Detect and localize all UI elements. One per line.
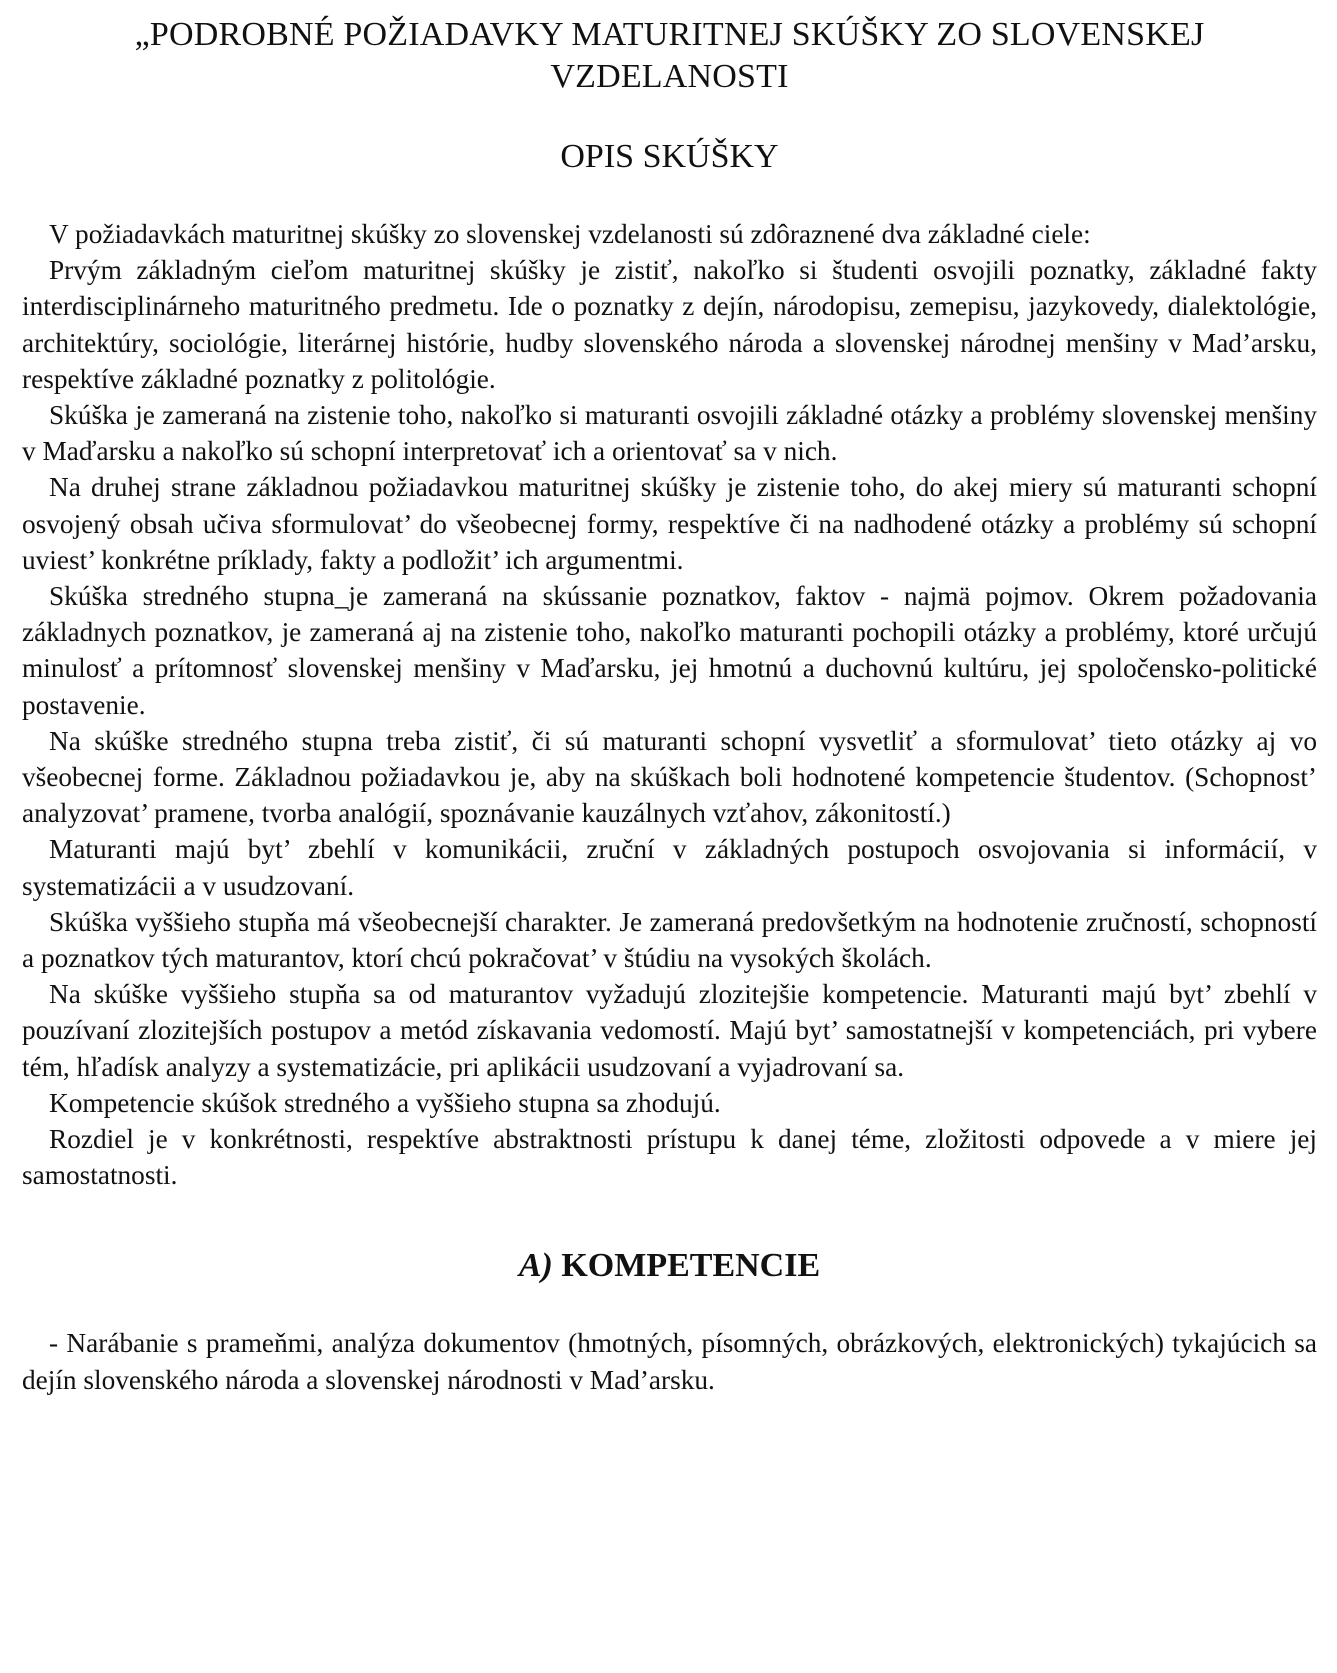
paragraph: Maturanti majú byt’ zbehlí v komunikácii, zruční v základných postupoch osvojovania si informácií, v systematizácii a v usudzovaní. (22, 834, 1317, 901)
section-title: KOMPETENCIE (561, 1247, 821, 1285)
paragraph: Rozdiel je v konkrétnosti, respektíve abstraktnosti prístupu k danej téme, zložitosti odpovede a v miere jej samostatnosti. (22, 1124, 1317, 1191)
paragraph: Skúška vyššieho stupňa má všeobecnejší charakter. Je zameraná predovšetkým na hodnotenie zručností, schopností a poznatkov tých maturantov, ktorí chcú pokračovat’ v štúdiu na vysokých školách. (22, 906, 1317, 974)
document-subtitle: OPIS SKÚŠKY (560, 138, 779, 175)
paragraph: V požiadavkách maturitnej skúšky zo slovenskej vzdelanosti sú zdôraznené dva základné ciele: (49, 219, 1091, 249)
paragraph: Na skúške vyššieho stupňa sa od maturantov vyžadujú zlozitejšie kompetencie. Maturanti majú byt’ zbehlí v pouzívaní zlozitejších postupov a metód získavania vedomostí. Majú byt’ samostatnejší v kompetenciách, pri vybere tém, hľadísk analyzy a systematizácie, pri aplikácii usudzovaní a vyjadrovaní sa. (22, 979, 1317, 1082)
section-heading (22, 1245, 1317, 1287)
paragraph: Na druhej strane základnou požiadavkou maturitnej skúšky je zistenie toho, do akej miery sú maturanti schopní osvojený obsah učiva sformulovat’ do všeobecnej formy, respektíve či na nadhodené otázky a problémy sú schopní uviest’ konkrétne príklady, fakty a podložit’ ich argumentmi. (22, 472, 1317, 575)
paragraph: Na skúške stredného stupna treba zistiť, či sú maturanti schopní vysvetliť a sformulovat’ tieto otázky aj vo všeobecnej forme. Základnou požiadavkou je, aby na skúškach boli hodnotené kompetencie študentov. (Schopnost’ analyzovat’ pramene, tvorba analógií, spoznávanie kauzálnych vzťahov, zákonitostí.) (22, 725, 1317, 829)
paragraph: Skúška stredného stupna_je zameraná na skússanie poznatkov, faktov - najmä pojmov. Okrem požadovania základnych poznatkov, je zameraná aj na zistenie toho, nakoľko maturanti pochopili otázky a problémy, ktoré určujú minulosť a prítomnosť slovenskej menšiny v Maďarsku, jej hmotnú a duchovnú kultúru, jej spoločensko-politické postavenie. (22, 581, 1317, 720)
document-title: „PODROBNÉ POŽIADAVKY MATURITNEJ SKÚŠKY ZO SLOVENSKEJ VZDELANOSTI (134, 16, 1205, 95)
paragraph: Prvým základným cieľom maturitnej skúšky je zistiť, nakoľko si študenti osvojili poznatky, základné fakty interdisciplinárneho maturitného predmetu. Ide o poznatky z dejín, národopisu, zemepisu, jazykovedy, dialektológie, architektúry, sociológie, literárnej histórie, hudby slovenského národa a slovenskej národnej menšiny v Mad’arsku, respektíve základné poznatky z politológie. (22, 255, 1317, 394)
section-letter: A) (518, 1247, 553, 1285)
paragraph: Kompetencie skúšok stredného a vyššieho stupna sa zhodujú. (49, 1087, 721, 1118)
list-item: - Narábanie s prameňmi, analýza dokumentov (hmotných, písomných, obrázkových, elektronických) tykajúcich sa dejín slovenského národa a slovenskej národnosti v Mad’arsku. (22, 1328, 1317, 1395)
document-body (22, 216, 1317, 1193)
paragraph: Skúška je zameraná na zistenie toho, nakoľko si maturanti osvojili základné otázky a problémy slovenskej menšiny v Maďarsku a nakoľko sú schopní interpretovať ich a orientovať sa v nich. (22, 400, 1317, 467)
